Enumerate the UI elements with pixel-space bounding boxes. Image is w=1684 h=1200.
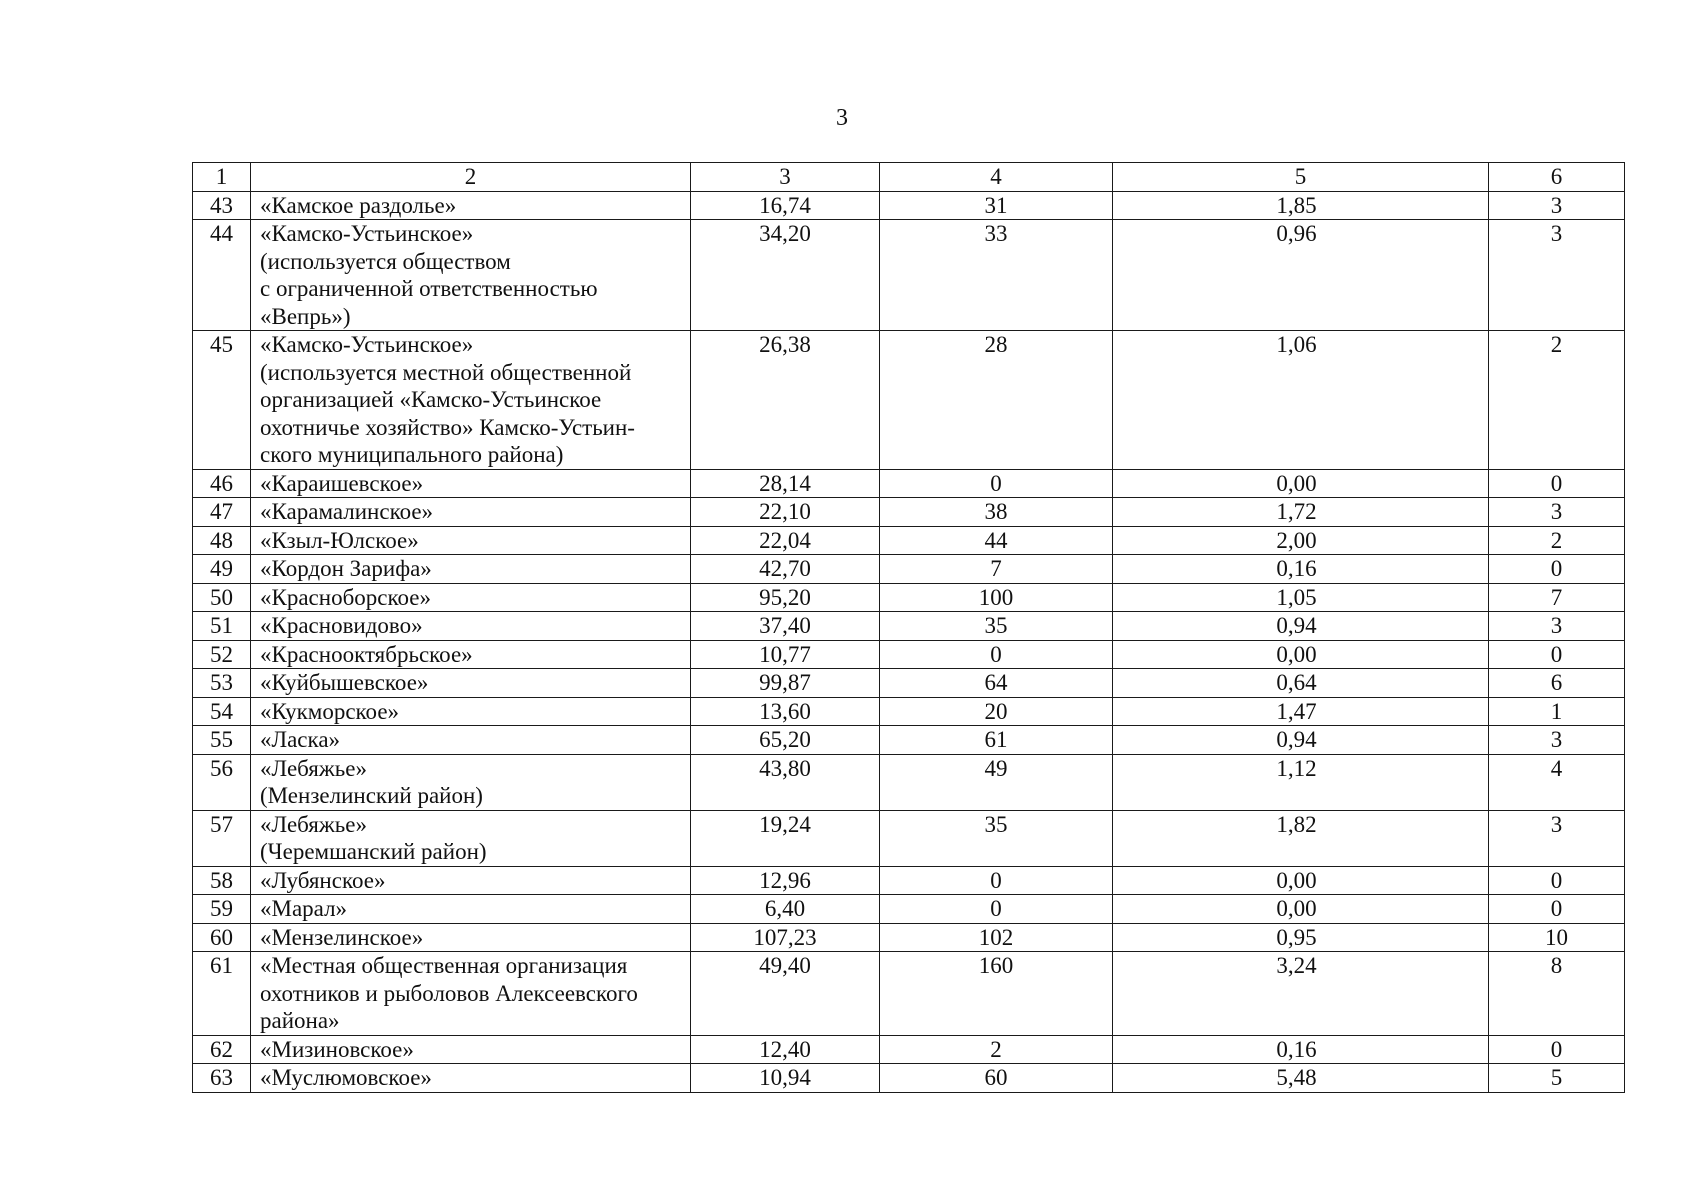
value-col-6: 0 — [1489, 1035, 1625, 1064]
value-col-6: 8 — [1489, 952, 1625, 1036]
row-number: 46 — [193, 469, 251, 498]
value-col-3: 10,77 — [691, 640, 880, 669]
ground-name-line: (Мензелинский район) — [260, 783, 483, 808]
value-col-6: 3 — [1489, 810, 1625, 866]
ground-name-line: «Красноборское» — [260, 584, 431, 610]
ground-name — [251, 754, 691, 810]
value-col-5: 0,00 — [1113, 469, 1489, 498]
value-col-5: 0,16 — [1113, 555, 1489, 584]
ground-name-line: охотников и рыболовов Алексеевского — [260, 980, 638, 1006]
value-col-4: 31 — [880, 191, 1113, 220]
ground-name-line: «Лебяжье» — [260, 755, 367, 781]
value-col-4: 7 — [880, 555, 1113, 584]
value-col-3: 22,04 — [691, 526, 880, 555]
row-number: 44 — [193, 220, 251, 331]
value-col-4: 38 — [880, 498, 1113, 527]
row-number: 56 — [193, 754, 251, 810]
value-col-5: 0,16 — [1113, 1035, 1489, 1064]
ground-name-line: «Вепрь») — [260, 303, 351, 329]
ground-name-line: «Куйбышевское» — [260, 670, 429, 695]
value-col-4: 28 — [880, 331, 1113, 470]
row-number: 49 — [193, 555, 251, 584]
value-col-5: 1,82 — [1113, 810, 1489, 866]
ground-name — [251, 866, 691, 895]
value-col-3: 12,40 — [691, 1035, 880, 1064]
value-col-4: 100 — [880, 583, 1113, 612]
value-col-5: 0,00 — [1113, 640, 1489, 669]
ground-name-line: организацией «Камско-Устьинское — [260, 387, 602, 412]
table-row — [193, 669, 1625, 698]
row-number: 53 — [193, 669, 251, 698]
table-body — [193, 163, 1625, 1093]
value-col-5: 1,05 — [1113, 583, 1489, 612]
ground-name-line: охотничье хозяйство» Камско-Устьин- — [260, 414, 635, 440]
value-col-5: 0,94 — [1113, 726, 1489, 755]
ground-name — [251, 191, 691, 220]
table-row — [193, 583, 1625, 612]
ground-name-line: «Марал» — [260, 896, 348, 921]
value-col-6: 5 — [1489, 1064, 1625, 1093]
ground-name-line: «Местная общественная организация — [260, 953, 628, 978]
table-row — [193, 923, 1625, 952]
column-header: 3 — [691, 163, 880, 192]
ground-name — [251, 331, 691, 470]
row-number: 43 — [193, 191, 251, 220]
ground-name — [251, 726, 691, 755]
ground-name — [251, 669, 691, 698]
value-col-3: 95,20 — [691, 583, 880, 612]
value-col-6: 0 — [1489, 469, 1625, 498]
ground-name-line: «Камское раздолье» — [260, 192, 457, 218]
table-row — [193, 469, 1625, 498]
row-number: 48 — [193, 526, 251, 555]
ground-name-line: «Краснооктябрьское» — [260, 641, 473, 667]
row-number: 51 — [193, 612, 251, 641]
ground-name-line: района» — [260, 1008, 340, 1033]
value-col-3: 16,74 — [691, 191, 880, 220]
value-col-3: 37,40 — [691, 612, 880, 641]
ground-name — [251, 498, 691, 527]
row-number: 57 — [193, 810, 251, 866]
value-col-6: 1 — [1489, 697, 1625, 726]
value-col-4: 160 — [880, 952, 1113, 1036]
value-col-6: 3 — [1489, 220, 1625, 331]
table-row — [193, 866, 1625, 895]
value-col-5: 0,96 — [1113, 220, 1489, 331]
table-row — [193, 331, 1625, 470]
table-row — [193, 555, 1625, 584]
ground-name-line: с ограниченной ответственностью — [260, 276, 598, 301]
value-col-4: 0 — [880, 640, 1113, 669]
column-header: 1 — [193, 163, 251, 192]
ground-name-line: «Ласка» — [260, 727, 341, 752]
ground-name — [251, 952, 691, 1036]
value-col-5: 1,12 — [1113, 754, 1489, 810]
value-col-6: 0 — [1489, 640, 1625, 669]
hunting-grounds-table — [192, 162, 1625, 1093]
table-row — [193, 810, 1625, 866]
value-col-5: 3,24 — [1113, 952, 1489, 1036]
row-number: 45 — [193, 331, 251, 470]
value-col-6: 3 — [1489, 612, 1625, 641]
table-row — [193, 1035, 1625, 1064]
value-col-6: 4 — [1489, 754, 1625, 810]
value-col-4: 64 — [880, 669, 1113, 698]
ground-name-line: «Красновидово» — [260, 613, 423, 638]
column-header: 4 — [880, 163, 1113, 192]
ground-name — [251, 1064, 691, 1093]
value-col-3: 22,10 — [691, 498, 880, 527]
ground-name-line: «Кукморское» — [260, 698, 400, 724]
value-col-6: 0 — [1489, 895, 1625, 924]
value-col-6: 10 — [1489, 923, 1625, 952]
ground-name-line: «Кзыл-Юлское» — [260, 527, 419, 553]
value-col-6: 3 — [1489, 191, 1625, 220]
value-col-5: 1,72 — [1113, 498, 1489, 527]
row-number: 63 — [193, 1064, 251, 1093]
ground-name-line: «Лебяжье» — [260, 811, 367, 837]
value-col-5: 5,48 — [1113, 1064, 1489, 1093]
column-header: 2 — [251, 163, 691, 192]
ground-name — [251, 469, 691, 498]
ground-name-line: «Муслюмовское» — [260, 1065, 432, 1090]
value-col-3: 43,80 — [691, 754, 880, 810]
value-col-6: 0 — [1489, 555, 1625, 584]
ground-name-line: «Мизиновское» — [260, 1036, 414, 1062]
value-col-5: 1,47 — [1113, 697, 1489, 726]
value-col-4: 20 — [880, 697, 1113, 726]
value-col-6: 2 — [1489, 526, 1625, 555]
value-col-3: 42,70 — [691, 555, 880, 584]
ground-name-line: (Черемшанский район) — [260, 839, 487, 864]
ground-name — [251, 697, 691, 726]
value-col-4: 35 — [880, 612, 1113, 641]
value-col-6: 3 — [1489, 498, 1625, 527]
ground-name-line: «Кордон Зарифа» — [260, 556, 432, 581]
row-number: 47 — [193, 498, 251, 527]
column-header: 6 — [1489, 163, 1625, 192]
value-col-3: 6,40 — [691, 895, 880, 924]
value-col-6: 2 — [1489, 331, 1625, 470]
row-number: 61 — [193, 952, 251, 1036]
value-col-6: 7 — [1489, 583, 1625, 612]
table-row — [193, 191, 1625, 220]
ground-name-line: «Камско-Устьинское» — [260, 332, 474, 357]
ground-name — [251, 923, 691, 952]
value-col-4: 0 — [880, 469, 1113, 498]
value-col-4: 49 — [880, 754, 1113, 810]
value-col-6: 3 — [1489, 726, 1625, 755]
value-col-3: 99,87 — [691, 669, 880, 698]
header-row — [193, 163, 1625, 192]
value-col-5: 1,06 — [1113, 331, 1489, 470]
row-number: 62 — [193, 1035, 251, 1064]
value-col-3: 107,23 — [691, 923, 880, 952]
value-col-3: 13,60 — [691, 697, 880, 726]
value-col-4: 35 — [880, 810, 1113, 866]
value-col-3: 10,94 — [691, 1064, 880, 1093]
ground-name — [251, 220, 691, 331]
table-row — [193, 754, 1625, 810]
value-col-4: 0 — [880, 866, 1113, 895]
value-col-4: 44 — [880, 526, 1113, 555]
ground-name-line: ского муниципального района) — [260, 442, 564, 467]
row-number: 58 — [193, 866, 251, 895]
page-number: 3 — [836, 105, 848, 131]
ground-name-line: «Карамалинское» — [260, 499, 434, 524]
value-col-5: 0,94 — [1113, 612, 1489, 641]
ground-name-line: «Караишевское» — [260, 470, 424, 496]
ground-name-line: (используется обществом — [260, 248, 511, 274]
row-number: 54 — [193, 697, 251, 726]
value-col-3: 12,96 — [691, 866, 880, 895]
row-number: 50 — [193, 583, 251, 612]
ground-name — [251, 612, 691, 641]
value-col-4: 0 — [880, 895, 1113, 924]
table-row — [193, 220, 1625, 331]
table-row — [193, 612, 1625, 641]
ground-name — [251, 810, 691, 866]
ground-name-line: «Мензелинское» — [260, 924, 424, 950]
value-col-3: 49,40 — [691, 952, 880, 1036]
ground-name-line: «Лубянское» — [260, 867, 386, 893]
value-col-6: 0 — [1489, 866, 1625, 895]
value-col-5: 0,00 — [1113, 866, 1489, 895]
value-col-4: 33 — [880, 220, 1113, 331]
value-col-4: 60 — [880, 1064, 1113, 1093]
value-col-5: 1,85 — [1113, 191, 1489, 220]
value-col-3: 34,20 — [691, 220, 880, 331]
table-row — [193, 726, 1625, 755]
table-row — [193, 1064, 1625, 1093]
value-col-3: 28,14 — [691, 469, 880, 498]
value-col-5: 2,00 — [1113, 526, 1489, 555]
ground-name — [251, 583, 691, 612]
table-row — [193, 498, 1625, 527]
column-header: 5 — [1113, 163, 1489, 192]
value-col-3: 65,20 — [691, 726, 880, 755]
ground-name — [251, 895, 691, 924]
table-row — [193, 640, 1625, 669]
ground-name-line: «Камско-Устьинское» — [260, 221, 474, 246]
ground-name-line: (используется местной общественной — [260, 359, 632, 385]
table-row — [193, 895, 1625, 924]
row-number: 52 — [193, 640, 251, 669]
table-row — [193, 697, 1625, 726]
ground-name — [251, 526, 691, 555]
table-row — [193, 952, 1625, 1036]
ground-name — [251, 555, 691, 584]
row-number: 55 — [193, 726, 251, 755]
row-number: 59 — [193, 895, 251, 924]
value-col-4: 61 — [880, 726, 1113, 755]
ground-name — [251, 1035, 691, 1064]
value-col-4: 102 — [880, 923, 1113, 952]
value-col-6: 6 — [1489, 669, 1625, 698]
value-col-3: 19,24 — [691, 810, 880, 866]
value-col-5: 0,00 — [1113, 895, 1489, 924]
value-col-4: 2 — [880, 1035, 1113, 1064]
table-row — [193, 526, 1625, 555]
ground-name — [251, 640, 691, 669]
value-col-5: 0,64 — [1113, 669, 1489, 698]
value-col-5: 0,95 — [1113, 923, 1489, 952]
value-col-3: 26,38 — [691, 331, 880, 470]
row-number: 60 — [193, 923, 251, 952]
